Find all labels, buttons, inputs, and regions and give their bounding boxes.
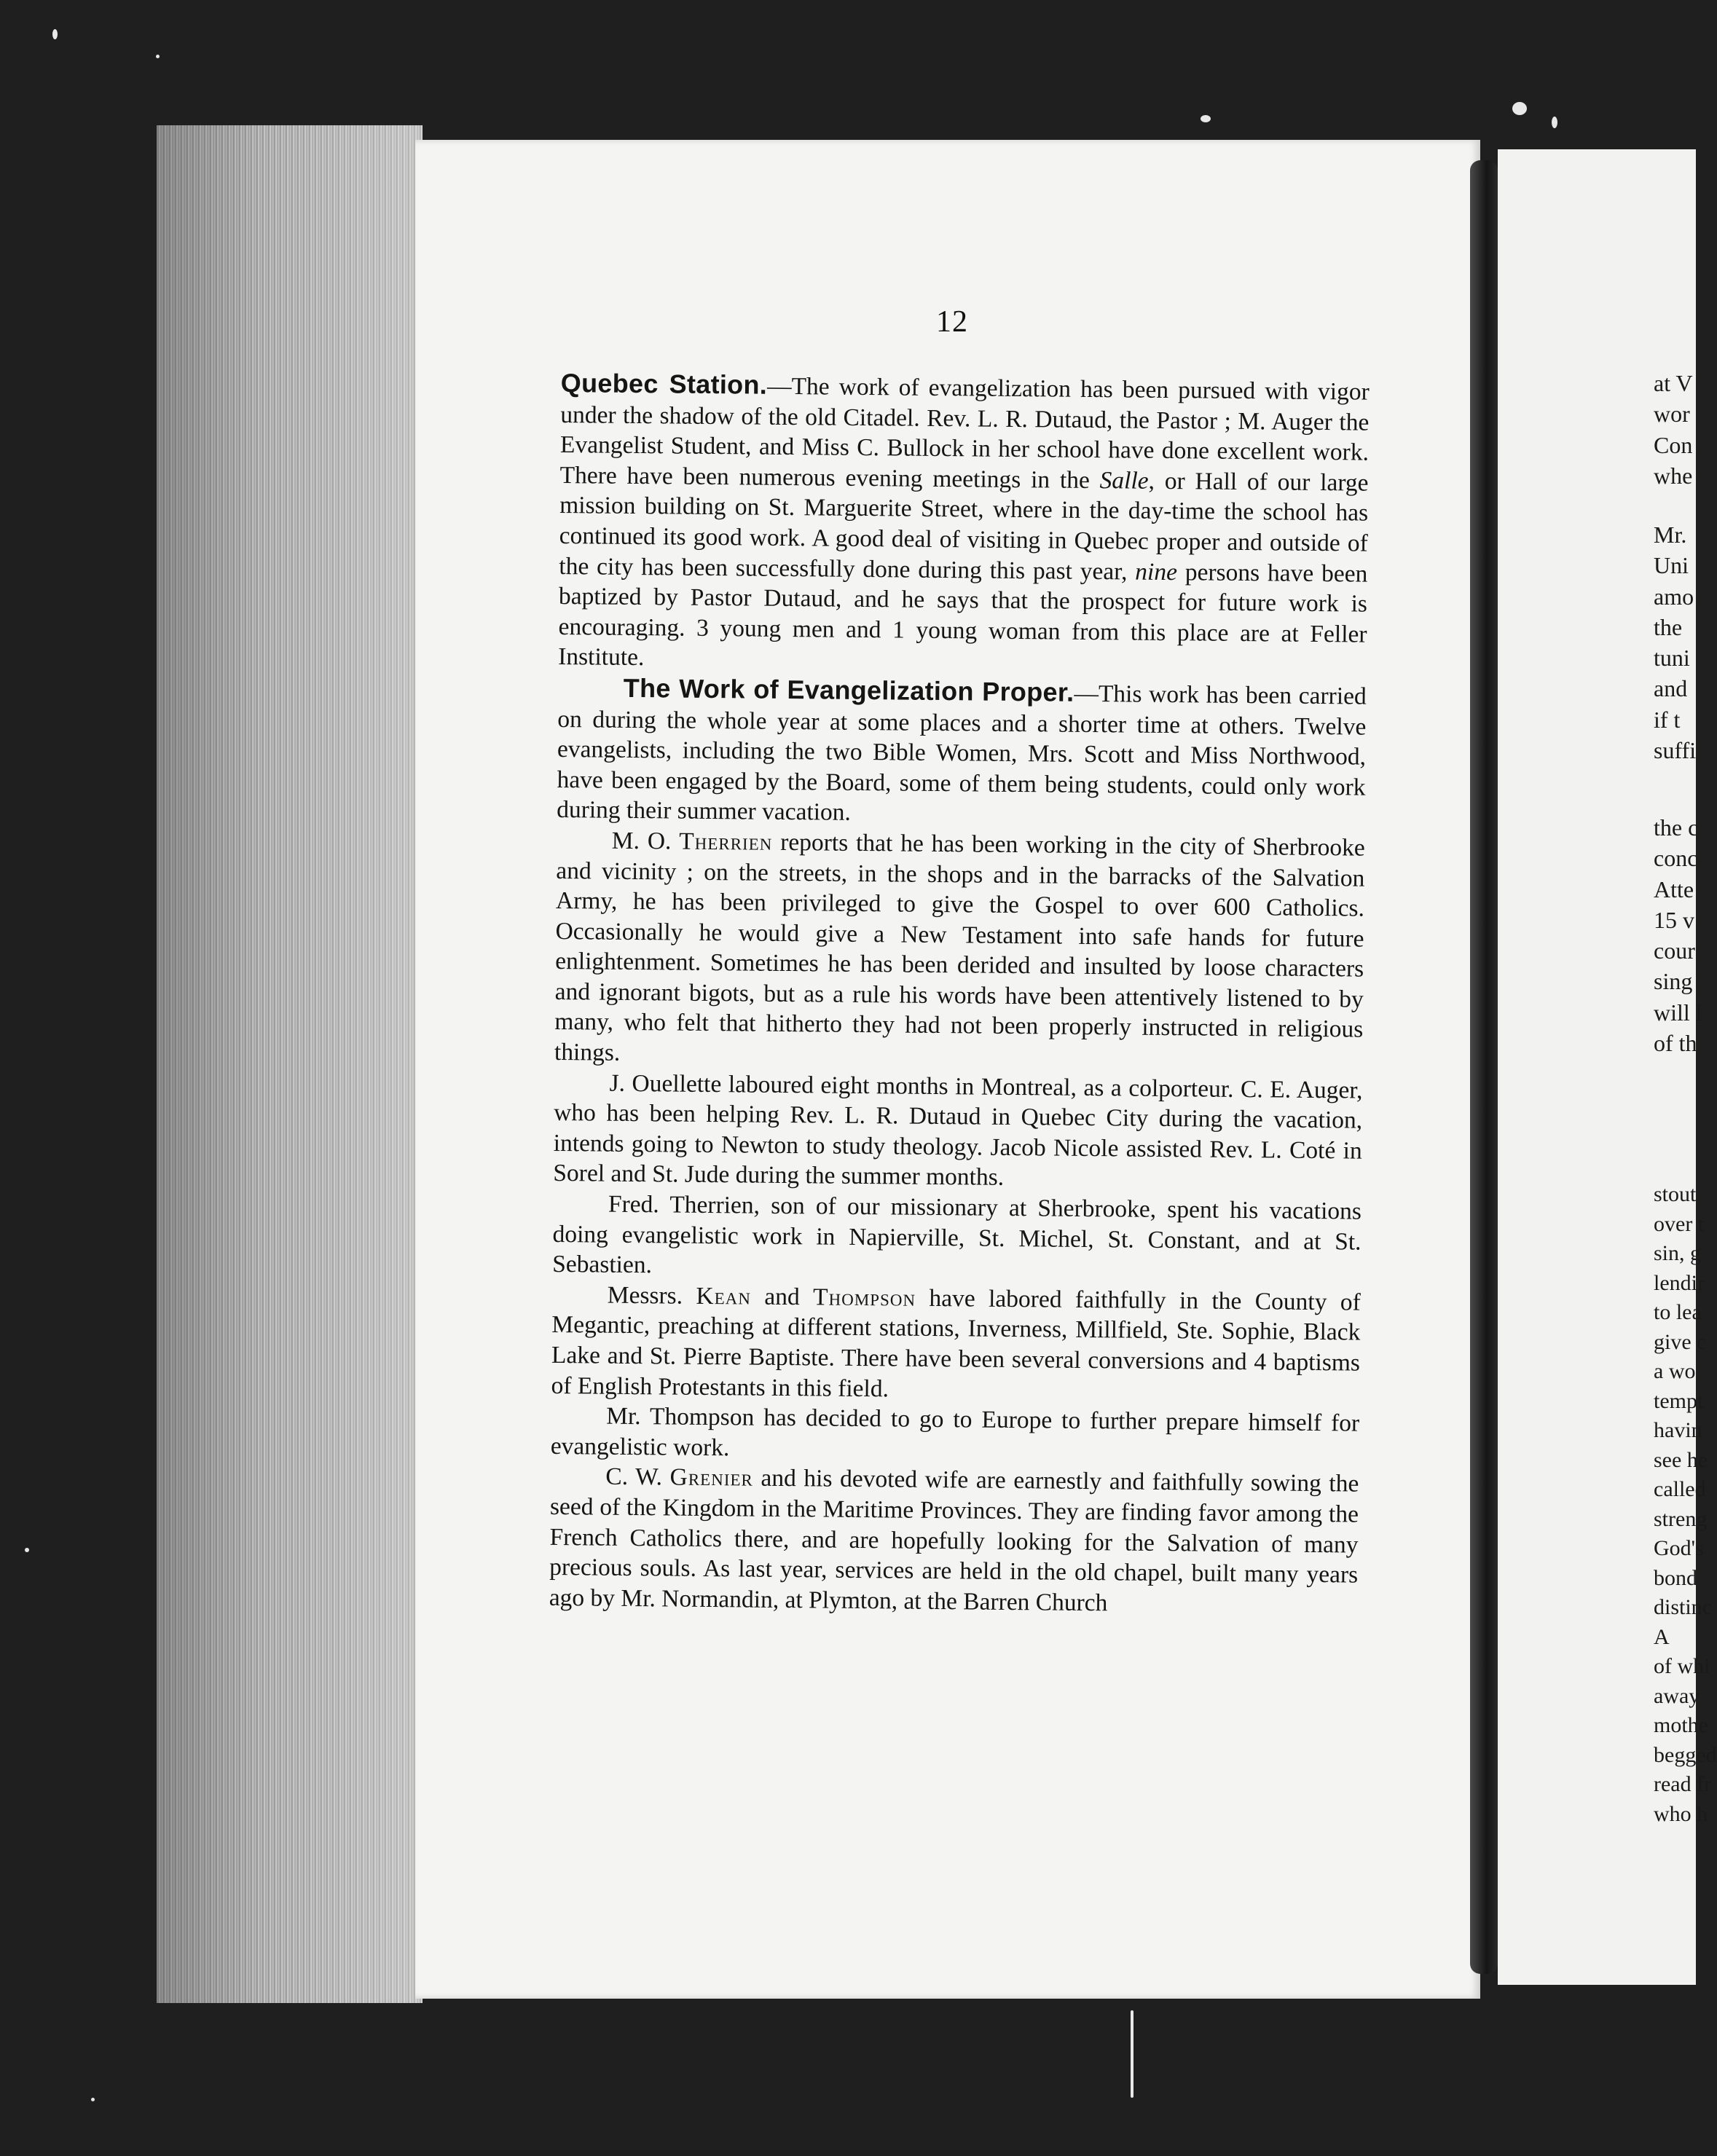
fragment-line: stout	[1654, 1182, 1697, 1206]
small-caps-name: Grenier	[669, 1463, 754, 1492]
fragment-line: tempt	[1654, 1388, 1704, 1413]
scan-speck	[1131, 2010, 1133, 2098]
book-gutter	[1470, 160, 1498, 1974]
facing-page-fragment-4	[1654, 1180, 1717, 1829]
small-caps-name: Kean	[696, 1282, 752, 1310]
fragment-line: mothe	[1654, 1713, 1708, 1737]
body-text: Messrs.	[607, 1281, 696, 1310]
scan-speck	[52, 29, 58, 39]
text-column	[549, 368, 1370, 1621]
fragment-line: suffi	[1654, 737, 1697, 764]
page-number: 12	[936, 305, 968, 339]
body-text: J. Ouellette laboured eight months in Montreal, as a colporteur. C. E. Auger, who has been helping Rev. L. R. Dutaud in Quebec City during the vacation, intends going to Newton to study theology. Jacob Nicole assisted Rev. L. Coté in Sorel and St. Jude during the summer months.	[553, 1069, 1363, 1192]
fragment-line: havin	[1654, 1418, 1702, 1442]
body-text: —This work has been carried on during the whole year at some places and a shorter time at others. Twelve evangelists, including the two Bible Women, Mrs. Scott and Miss Northwood, have been engaged by the Board, some of them being students, could only work during their summer vacation.	[556, 680, 1367, 827]
body-text: have labored faithfully in the County of Megantic, preaching at different stations, Inverness, Millfield, Ste. Sophie, Black Lake and St. Pierre Baptiste. There have been several conversions and 4 baptisms of English Protestants in this field.	[551, 1284, 1361, 1402]
fragment-line: Atte	[1654, 876, 1694, 902]
paragraph-ouellette	[553, 1068, 1363, 1197]
body-text: Fred. Therrien, son of our missionary at Sherbrooke, spent his vacations doing evangelistic work in Napierville, St. Michel, St. Constant, and at St. Sebastien.	[552, 1190, 1362, 1279]
section-heading: Quebec Station.	[560, 368, 768, 400]
paragraph-quebec-station	[558, 368, 1370, 680]
scan-speck	[1201, 115, 1211, 122]
body-text: persons have been baptized by Pastor Dutaud, and he says that the prospect for future work is encouraging. 3 young men and 1 young woman from this place are at Feller Institute.	[558, 558, 1368, 672]
body-text: M. O.	[611, 827, 680, 855]
fragment-line: God's	[1654, 1536, 1704, 1560]
fragment-line: over t	[1654, 1211, 1705, 1236]
fragment-line: Uni	[1654, 552, 1689, 579]
fragment-line: at V	[1654, 370, 1693, 396]
paragraph-grenier	[549, 1461, 1359, 1621]
section-heading: The Work of Evangelization Proper.	[623, 672, 1074, 707]
fragment-line: read fr	[1654, 1772, 1712, 1796]
fragment-line: tuni	[1654, 645, 1690, 672]
fragment-line: Mr.	[1654, 522, 1687, 548]
fragment-line: lendir	[1654, 1270, 1705, 1295]
fragment-line: will l	[1654, 999, 1702, 1026]
italic-text: nine	[1135, 558, 1178, 586]
fragment-line: away	[1654, 1683, 1700, 1708]
fragment-line: wor	[1654, 401, 1690, 428]
small-caps-name: Thompson	[812, 1283, 916, 1312]
body-text: , or Hall of our large mission building on St. Marguerite Street, where in the day-time the school has continued its good work. A good deal of visiting in Quebec proper and outside of the city has been successfully done during this past year,	[559, 467, 1369, 586]
paragraph-kean-thompson	[551, 1280, 1361, 1409]
fragment-line: if t	[1654, 706, 1681, 733]
body-text: reports that he has been working in the city of Sherbrooke and vicinity ; on the streets, in the shops and in the barracks of the Salvation Army, he has been privileged to give the Gospel to over 600 Catholics. Occasionally he would give a New Testament into safe hands for future enlightenment. Sometimes he has been derided and insulted by loose characters and ignorant bigots, but as a rule his words have been attentively listened to by many, who felt that hitherto they had not been properly instructed in religious things.	[554, 828, 1365, 1066]
fragment-line: streng	[1654, 1506, 1708, 1531]
body-text: and	[750, 1283, 814, 1311]
paragraph-evangelization-proper	[557, 672, 1367, 833]
fragment-line: called	[1654, 1477, 1706, 1501]
fragment-line: sin, g	[1654, 1241, 1702, 1265]
fragment-line: give c	[1654, 1329, 1707, 1354]
scan-speck	[156, 55, 160, 58]
fragment-line: the	[1654, 613, 1683, 640]
scan-speck	[25, 1548, 29, 1552]
facing-page-fragment-3	[1654, 812, 1702, 1058]
fragment-line: whe	[1654, 462, 1693, 489]
scan-speck	[91, 2098, 95, 2101]
fragment-line: a wo	[1654, 1359, 1696, 1383]
body-text: Mr. Thompson has decided to go to Europe to further prepare himself for evangelistic work.	[550, 1402, 1360, 1462]
facing-page-fragment-1	[1654, 368, 1693, 491]
body-text: C. W.	[605, 1463, 670, 1491]
body-text: —The work of evangelization has been pursued with vigor under the shadow of the old Citadel. Rev. L. R. Dutaud, the Pastor ; M. Auger the Evangelist Student, and Miss C. Bullock in her school have done excellent work. There have been numerous evening meetings in the	[559, 372, 1370, 494]
fragment-line: see he	[1654, 1447, 1708, 1472]
fragment-line: of whi	[1654, 1654, 1710, 1678]
paragraph-therrien	[554, 825, 1365, 1075]
fragment-line: who h	[1654, 1801, 1708, 1826]
italic-text: Salle	[1099, 466, 1149, 495]
fragment-line: amo	[1654, 583, 1694, 610]
paragraph-thompson-europe	[551, 1401, 1360, 1469]
scan-speck	[1512, 102, 1527, 115]
fragment-line: distinc	[1654, 1595, 1712, 1619]
fragment-line: cour	[1654, 937, 1695, 964]
fragment-line: A	[1654, 1624, 1670, 1649]
fragment-line: conc	[1654, 845, 1698, 872]
body-text: and his devoted wife are earnestly and faithfully sowing the seed of the Kingdom in the Maritime Provinces. They are finding favor among the French Catholics there, and are hopefully looking for the Salvation of many precious souls. As last year, services are held in the old chapel, built many years ago by Mr. Normandin, at Plymton, at the Barren Church	[549, 1464, 1359, 1617]
fragment-line: of th	[1654, 1030, 1697, 1057]
facing-page-fragment-2	[1654, 519, 1696, 766]
fragment-line: and	[1654, 675, 1688, 702]
fragment-line: the c	[1654, 814, 1699, 841]
fragment-line: begged	[1654, 1742, 1717, 1767]
scan-speck	[1552, 117, 1557, 128]
fragment-line: sing	[1654, 968, 1693, 995]
book-page-edges	[157, 125, 423, 2003]
fragment-line: Con	[1654, 431, 1693, 458]
fragment-line: to lea	[1654, 1300, 1702, 1324]
paragraph-fred-therrien	[552, 1189, 1362, 1287]
small-caps-name: Therrien	[679, 827, 773, 856]
fragment-line: 15 v	[1654, 906, 1694, 933]
fragment-line: bond	[1654, 1565, 1697, 1590]
